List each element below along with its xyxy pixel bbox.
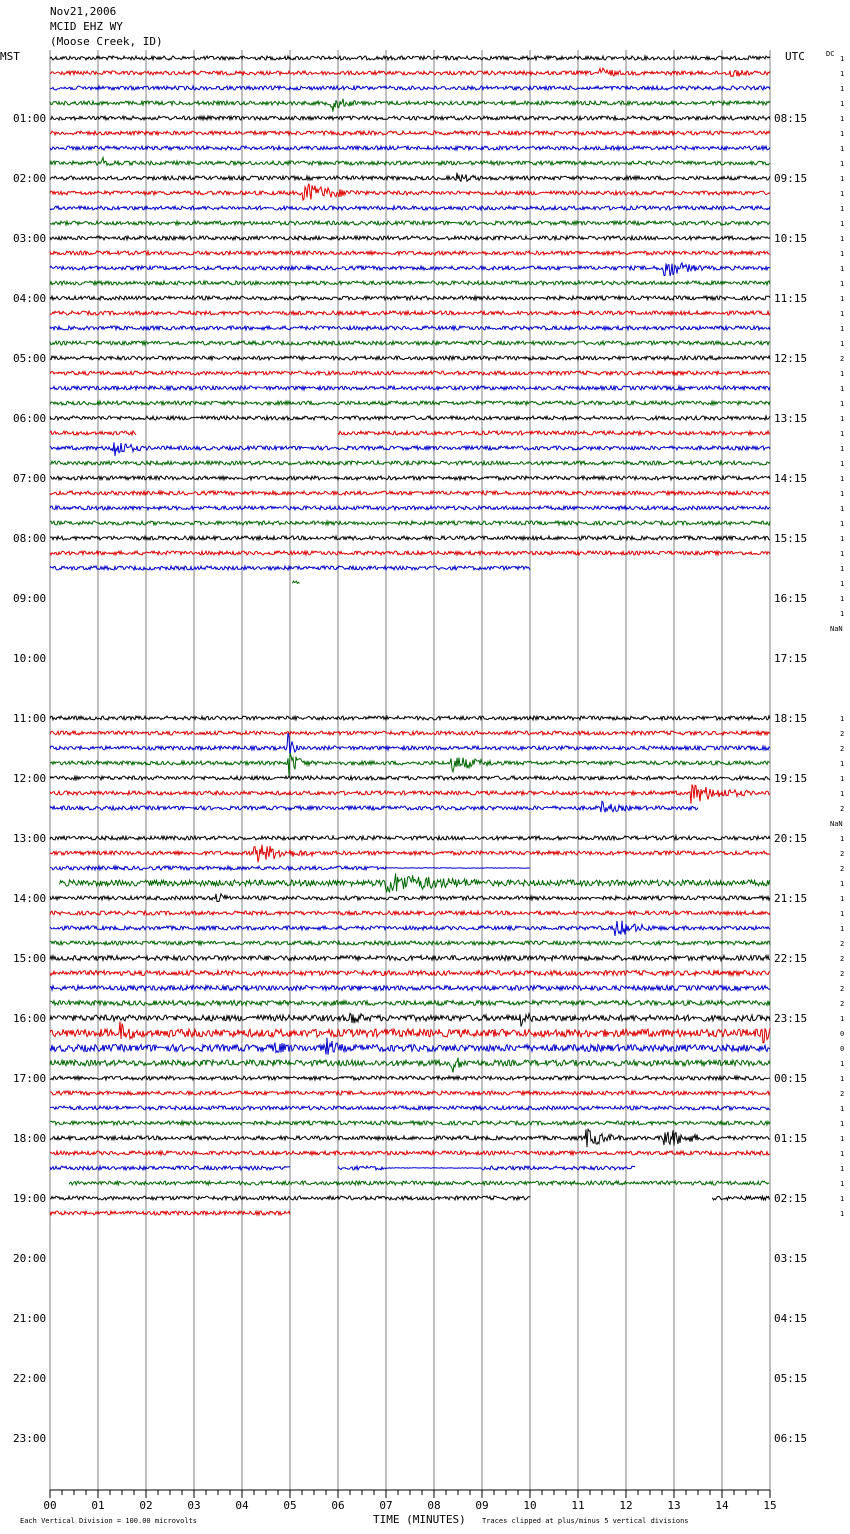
right-value-76: 1 (840, 1195, 845, 1203)
right-value-25: 1 (840, 430, 845, 438)
trace-segment-49 (50, 894, 770, 902)
right-value-0: 1 (840, 55, 845, 63)
x-tick-label-0: 00 (43, 1499, 57, 1512)
right-hour-label-9: 17:15 (774, 652, 808, 665)
trace-segment-50 (50, 911, 770, 915)
right-value-62: 2 (840, 985, 845, 993)
x-tick-label-13: 13 (667, 1499, 681, 1512)
right-value-46: 2 (840, 745, 845, 753)
left-hour-label-15: 16:00 (13, 1012, 47, 1025)
trace-segment-68 (338, 1166, 386, 1170)
trace-segment-27 (50, 442, 770, 456)
right-value-44: 1 (840, 715, 845, 723)
left-hour-label-18: 19:00 (13, 1192, 47, 1205)
trace-segment-60 (50, 1058, 770, 1073)
right-value-33: 1 (840, 550, 845, 558)
right-value-66: 0 (840, 1045, 845, 1053)
trace-segment-12 (50, 236, 770, 240)
trace-segment-1 (50, 68, 770, 76)
right-value-53: 2 (840, 850, 845, 858)
right-value-67: 1 (840, 1060, 845, 1068)
right-value-65: 0 (840, 1030, 845, 1038)
right-value-5: 1 (840, 130, 845, 138)
minute-grid (50, 50, 770, 1490)
right-value-73: 1 (840, 1150, 845, 1158)
left-hour-label-2: 03:00 (13, 232, 47, 245)
left-hour-label-21: 22:00 (13, 1372, 47, 1385)
right-value-74: 1 (840, 1165, 845, 1173)
left-hour-label-4: 05:00 (13, 352, 47, 365)
trace-segment-37 (50, 716, 770, 720)
right-value-37: 1 (840, 610, 845, 618)
right-hour-label-22: 06:15 (774, 1432, 808, 1445)
trace-segment-8 (50, 173, 770, 182)
right-value-70: 1 (840, 1105, 845, 1113)
right-value-7: 1 (840, 160, 845, 168)
trace-segment-71 (69, 1181, 769, 1185)
trace-segment-34 (50, 551, 770, 555)
left-hour-label-17: 18:00 (13, 1132, 47, 1145)
trace-segment-74 (50, 1211, 290, 1215)
x-tick-label-5: 05 (283, 1499, 297, 1512)
right-value-16: 1 (840, 295, 845, 303)
right-value-2: 1 (840, 85, 845, 93)
trace-segment-18 (50, 326, 770, 330)
trace-segment-65 (50, 1129, 770, 1148)
right-value-38: NaN (830, 625, 843, 633)
right-hour-label-3: 11:15 (774, 292, 808, 305)
right-value-23: 1 (840, 400, 845, 408)
trace-segment-2 (50, 86, 770, 90)
left-hour-label-8: 09:00 (13, 592, 47, 605)
x-tick-label-4: 04 (235, 1499, 249, 1512)
right-hour-label-2: 10:15 (774, 232, 808, 245)
right-hour-label-10: 18:15 (774, 712, 808, 725)
x-tick-label-15: 15 (763, 1499, 777, 1512)
right-value-72: 1 (840, 1135, 845, 1143)
trace-segment-0 (50, 56, 770, 60)
right-timezone-label: UTC (785, 50, 805, 63)
right-value-64: 1 (840, 1015, 845, 1023)
trace-segment-10 (50, 206, 770, 210)
trace-segment-30 (50, 491, 770, 495)
trace-segment-3 (50, 99, 770, 112)
trace-segment-44 (50, 836, 770, 840)
right-value-31: 1 (840, 520, 845, 528)
trace-segment-46 (50, 866, 386, 870)
right-hour-label-11: 19:15 (774, 772, 808, 785)
right-hour-label-19: 03:15 (774, 1252, 808, 1265)
right-hour-label-7: 15:15 (774, 532, 808, 545)
right-value-27: 1 (840, 460, 845, 468)
right-value-57: 1 (840, 910, 845, 918)
trace-segment-64 (50, 1121, 770, 1125)
right-hour-label-21: 05:15 (774, 1372, 808, 1385)
right-value-56: 1 (840, 895, 845, 903)
right-value-9: 1 (840, 190, 845, 198)
right-hour-label-4: 12:15 (774, 352, 808, 365)
left-hour-label-12: 13:00 (13, 832, 47, 845)
trace-segment-63 (50, 1106, 770, 1110)
x-tick-label-7: 07 (379, 1499, 393, 1512)
trace-segment-23 (50, 401, 770, 405)
trace-segment-31 (50, 506, 770, 510)
right-value-12: 1 (840, 235, 845, 243)
right-value-45: 2 (840, 730, 845, 738)
trace-segment-33 (50, 536, 770, 540)
scale-note: Each Vertical Division = 100.00 microvolts (20, 1517, 198, 1525)
right-value-30: 1 (840, 505, 845, 513)
right-value-35: 1 (840, 580, 845, 588)
right-value-50: 2 (840, 805, 845, 813)
trace-segment-43 (50, 801, 698, 812)
right-value-24: 1 (840, 415, 845, 423)
right-value-4: 1 (840, 115, 845, 123)
right-value-19: 1 (840, 340, 845, 348)
trace-segment-51 (50, 921, 770, 936)
trace-segment-59 (50, 1038, 770, 1055)
left-hour-label-16: 17:00 (13, 1072, 47, 1085)
right-value-49: 1 (840, 790, 845, 798)
right-value-63: 2 (840, 1000, 845, 1008)
right-hour-label-6: 14:15 (774, 472, 808, 485)
trace-segment-61 (50, 1076, 770, 1080)
right-hour-label-16: 00:15 (774, 1072, 808, 1085)
clip-note: Traces clipped at plus/minus 5 vertical divisions (482, 1517, 689, 1525)
right-value-18: 1 (840, 325, 845, 333)
right-value-32: 1 (840, 535, 845, 543)
left-hour-label-22: 23:00 (13, 1432, 47, 1445)
x-tick-label-9: 09 (475, 1499, 489, 1512)
right-value-69: 2 (840, 1090, 845, 1098)
trace-segment-40 (50, 753, 770, 776)
trace-segment-73 (712, 1196, 769, 1200)
left-hour-label-13: 14:00 (13, 892, 47, 905)
right-hour-label-8: 16:15 (774, 592, 808, 605)
x-tick-label-3: 03 (187, 1499, 201, 1512)
header-date: Nov21,2006 (50, 5, 117, 18)
right-value-55: 1 (840, 880, 845, 888)
right-value-51: NaN (830, 820, 843, 828)
x-axis-title: TIME (MINUTES) (373, 1513, 466, 1526)
trace-segment-17 (50, 311, 770, 315)
trace-segment-29 (50, 476, 770, 480)
right-value-6: 1 (840, 145, 845, 153)
trace-segment-70 (482, 1166, 635, 1170)
left-hour-label-20: 21:00 (13, 1312, 47, 1325)
left-hour-label-6: 07:00 (13, 472, 47, 485)
right-hour-label-5: 13:15 (774, 412, 808, 425)
right-hour-label-12: 20:15 (774, 832, 808, 845)
trace-segment-58 (50, 1021, 770, 1042)
right-hour-label-14: 22:15 (774, 952, 808, 965)
trace-segment-28 (50, 461, 770, 465)
trace-segment-55 (50, 986, 770, 991)
right-value-14: 1 (840, 265, 845, 273)
trace-segment-13 (50, 251, 770, 255)
x-tick-label-14: 14 (715, 1499, 729, 1512)
right-value-10: 1 (840, 205, 845, 213)
trace-segment-26 (338, 431, 770, 435)
trace-segment-11 (50, 221, 770, 225)
right-value-34: 1 (840, 565, 845, 573)
right-hour-label-18: 02:15 (774, 1192, 808, 1205)
right-value-22: 1 (840, 385, 845, 393)
left-hour-label-5: 06:00 (13, 412, 47, 425)
trace-segment-14 (50, 263, 770, 276)
right-hour-label-13: 21:15 (774, 892, 808, 905)
left-hour-label-3: 04:00 (13, 292, 47, 305)
left-hour-label-19: 20:00 (13, 1252, 47, 1265)
trace-segment-4 (50, 116, 770, 120)
right-value-58: 1 (840, 925, 845, 933)
right-value-36: 1 (840, 595, 845, 603)
x-tick-label-6: 06 (331, 1499, 345, 1512)
trace-segment-45 (50, 845, 770, 863)
left-hour-label-10: 11:00 (13, 712, 47, 725)
right-value-61: 2 (840, 970, 845, 978)
trace-segment-53 (50, 956, 770, 961)
trace-segment-48 (60, 873, 770, 892)
header-station: MCID EHZ WY (50, 20, 123, 33)
right-hour-label-0: 08:15 (774, 112, 808, 125)
trace-segment-24 (50, 416, 770, 420)
trace-segment-69 (386, 1168, 482, 1169)
x-tick-label-12: 12 (619, 1499, 633, 1512)
x-tick-label-11: 11 (571, 1499, 585, 1512)
right-value-77: 1 (840, 1210, 845, 1218)
left-hour-label-14: 15:00 (13, 952, 47, 965)
trace-segment-66 (50, 1151, 770, 1155)
left-timezone-label: MST (0, 50, 20, 63)
right-value-3: 1 (840, 100, 845, 108)
right-value-26: 1 (840, 445, 845, 453)
right-value-17: 1 (840, 310, 845, 318)
x-axis (43, 1490, 776, 1512)
right-hour-label-20: 04:15 (774, 1312, 808, 1325)
trace-segment-41 (50, 776, 770, 780)
trace-segment-19 (50, 341, 770, 345)
left-hour-label-9: 10:00 (13, 652, 47, 665)
right-value-8: 1 (840, 175, 845, 183)
trace-segment-57 (50, 1013, 770, 1026)
corner-dc-label: DC (826, 50, 835, 58)
right-value-11: 1 (840, 220, 845, 228)
trace-segment-67 (50, 1166, 290, 1170)
right-value-68: 1 (840, 1075, 845, 1083)
trace-segment-9 (50, 184, 770, 201)
trace-segment-6 (50, 146, 770, 150)
x-tick-label-8: 08 (427, 1499, 441, 1512)
x-tick-label-1: 01 (91, 1499, 105, 1512)
trace-segment-39 (50, 733, 770, 756)
trace-segment-21 (50, 371, 770, 375)
right-value-21: 1 (840, 370, 845, 378)
trace-segment-47 (386, 868, 530, 869)
right-value-1: 1 (840, 70, 845, 78)
right-value-29: 1 (840, 490, 845, 498)
x-tick-label-2: 02 (139, 1499, 153, 1512)
right-hour-label-15: 23:15 (774, 1012, 808, 1025)
trace-segment-22 (50, 386, 770, 390)
trace-segment-38 (50, 731, 770, 735)
header-location: (Moose Creek, ID) (50, 35, 163, 48)
right-value-60: 2 (840, 955, 845, 963)
right-value-59: 2 (840, 940, 845, 948)
right-value-28: 1 (840, 475, 845, 483)
left-hour-label-11: 12:00 (13, 772, 47, 785)
trace-segment-32 (50, 521, 770, 525)
trace-segment-20 (50, 356, 770, 360)
trace-segment-25 (50, 431, 136, 435)
trace-segment-15 (50, 281, 770, 285)
trace-segment-54 (50, 971, 770, 976)
right-hour-label-1: 09:15 (774, 172, 808, 185)
right-hour-label-17: 01:15 (774, 1132, 808, 1145)
x-tick-label-10: 10 (523, 1499, 537, 1512)
right-value-20: 2 (840, 355, 845, 363)
right-value-13: 1 (840, 250, 845, 258)
right-value-71: 1 (840, 1120, 845, 1128)
trace-area (50, 56, 770, 1215)
right-value-54: 2 (840, 865, 845, 873)
trace-segment-36 (292, 581, 299, 583)
trace-segment-56 (50, 1001, 770, 1006)
trace-segment-42 (50, 785, 770, 804)
right-value-75: 1 (840, 1180, 845, 1188)
left-hour-label-0: 01:00 (13, 112, 47, 125)
trace-segment-16 (50, 296, 770, 300)
left-hour-label-7: 08:00 (13, 532, 47, 545)
right-value-52: 1 (840, 835, 845, 843)
trace-segment-52 (50, 941, 770, 945)
right-value-15: 1 (840, 280, 845, 288)
right-value-48: 1 (840, 775, 845, 783)
right-values (830, 55, 844, 1218)
trace-segment-5 (50, 131, 770, 135)
left-hour-label-1: 02:00 (13, 172, 47, 185)
trace-segment-62 (50, 1091, 770, 1095)
right-value-47: 1 (840, 760, 845, 768)
trace-segment-7 (50, 157, 770, 165)
